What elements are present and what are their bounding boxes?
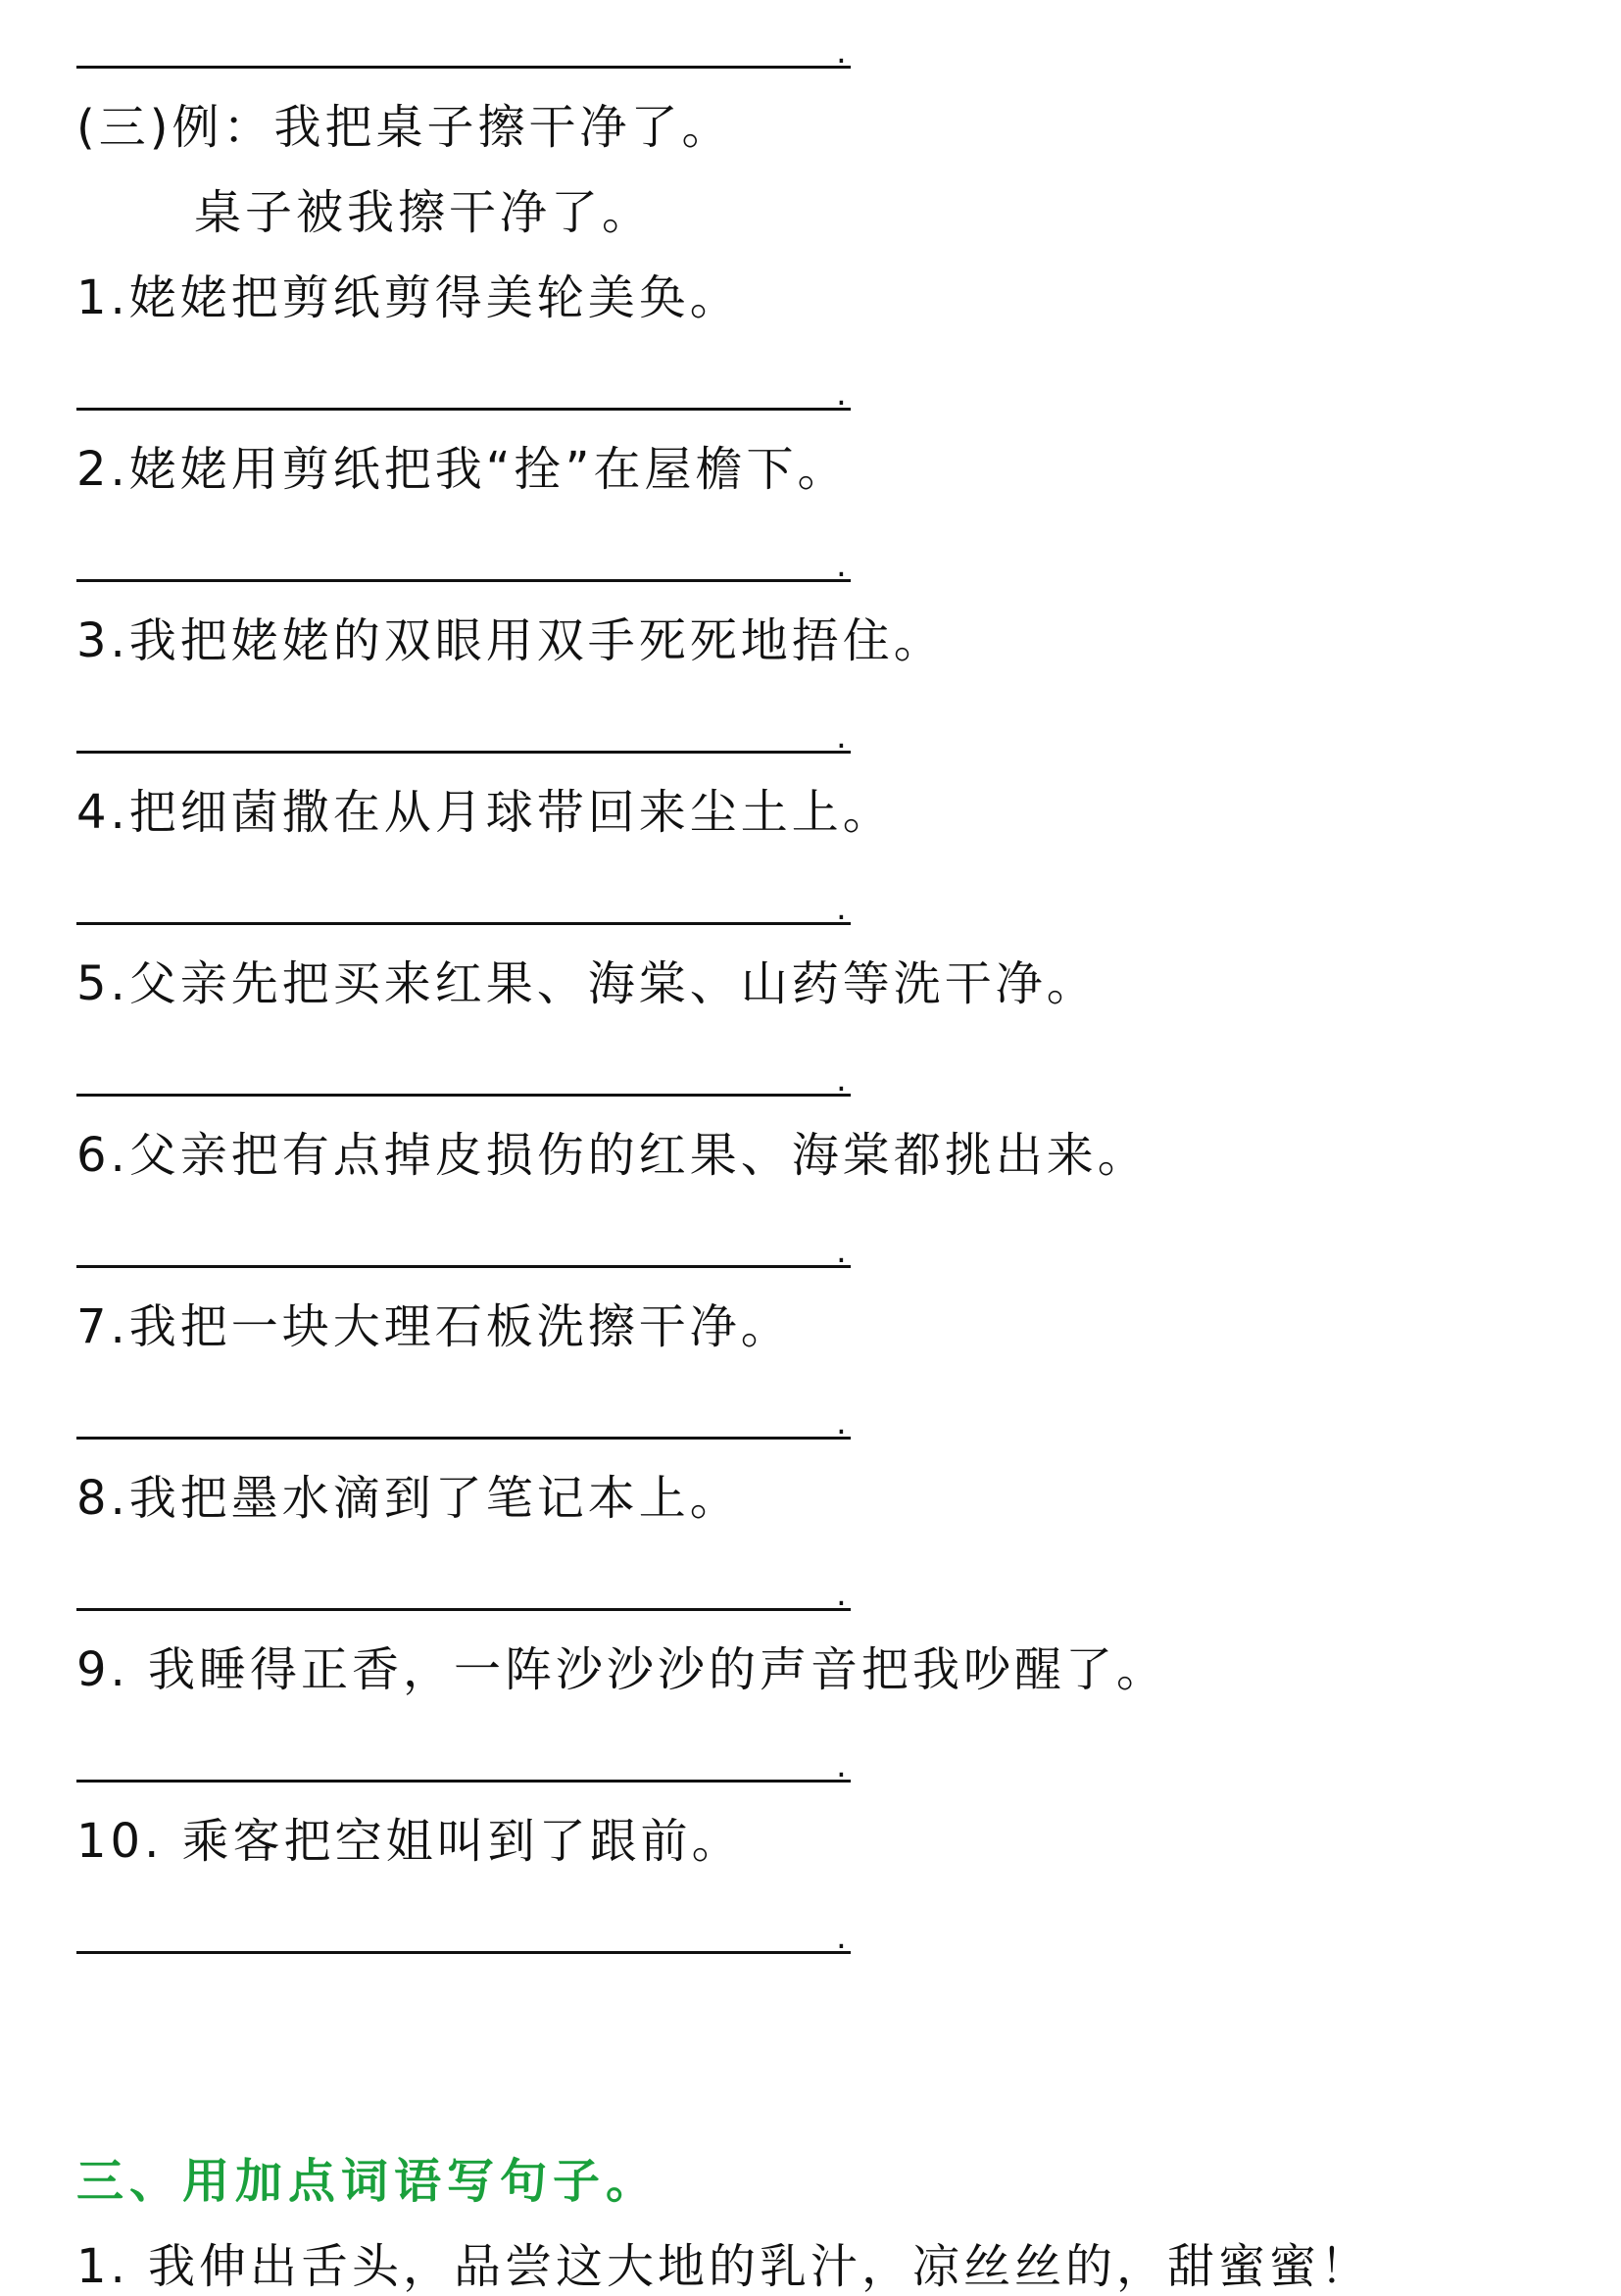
- answer-end-mark: .: [836, 1746, 847, 1785]
- exercise-item-6: 6.父亲把有点掉皮损伤的红果、海棠都挑出来。: [76, 1128, 1149, 1183]
- answer-end-mark: .: [836, 546, 847, 585]
- section-heading: 三、用加点词语写句子。: [76, 2154, 660, 2209]
- answer-end-mark: .: [836, 1403, 847, 1442]
- answer-line[interactable]: [76, 751, 851, 754]
- answer-end-mark: .: [836, 889, 847, 928]
- example-answer: 桌子被我擦干净了。: [194, 185, 654, 240]
- exercise-item-8: 8.我把墨水滴到了笔记本上。: [76, 1471, 741, 1526]
- section3-item-1: 1. 我伸出舌头，品尝这大地的乳汁，凉丝丝的，甜蜜蜜！: [76, 2239, 1372, 2294]
- exercise-item-3: 3.我把姥姥的双眼用双手死死地捂住。: [76, 613, 945, 668]
- answer-line[interactable]: [76, 1437, 851, 1440]
- answer-line[interactable]: [76, 579, 851, 582]
- answer-line[interactable]: [76, 1608, 851, 1611]
- exercise-item-1: 1.姥姥把剪纸剪得美轮美奂。: [76, 270, 741, 325]
- exercise-item-9: 9. 我睡得正香，一阵沙沙沙的声音把我吵醒了。: [76, 1642, 1168, 1697]
- answer-line[interactable]: [76, 1780, 851, 1783]
- answer-end-mark: .: [836, 374, 847, 414]
- exercise-item-2: 2.姥姥用剪纸把我“拴”在屋檐下。: [76, 442, 849, 497]
- answer-end-mark: .: [836, 1575, 847, 1614]
- answer-line[interactable]: [76, 66, 851, 69]
- answer-end-mark: .: [836, 1232, 847, 1271]
- answer-line[interactable]: [76, 1265, 851, 1268]
- exercise-item-4: 4.把细菌撒在从月球带回来尘土上。: [76, 785, 894, 840]
- answer-end-mark: .: [836, 1918, 847, 1957]
- exercise-item-10: 10. 乘客把空姐叫到了跟前。: [76, 1814, 743, 1869]
- answer-end-mark: .: [836, 32, 847, 72]
- answer-end-mark: .: [836, 717, 847, 757]
- exercise-item-7: 7.我把一块大理石板洗擦干净。: [76, 1299, 792, 1354]
- answer-line[interactable]: [76, 1094, 851, 1097]
- exercise-item-5: 5.父亲先把买来红果、海棠、山药等洗干净。: [76, 956, 1098, 1011]
- example-label: (三)例：我把桌子擦干净了。: [76, 100, 733, 155]
- answer-line[interactable]: [76, 408, 851, 411]
- answer-end-mark: .: [836, 1060, 847, 1099]
- answer-line[interactable]: [76, 1951, 851, 1954]
- answer-line[interactable]: [76, 922, 851, 925]
